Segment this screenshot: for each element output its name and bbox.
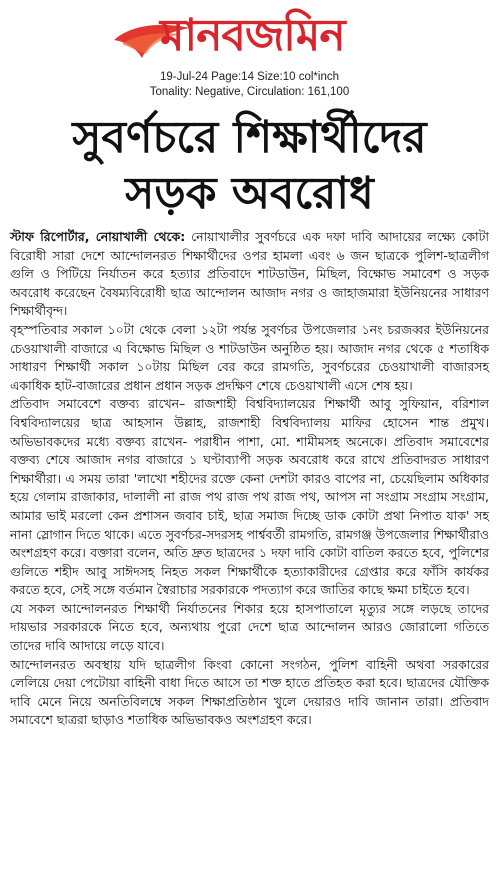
byline: স্টাফ রিপোর্টার, নোয়াখালী থেকে: [10, 229, 186, 244]
paragraph-2: বৃহস্পতিবার সকাল ১০টা থেকে বেলা ১২টা পর্যন্ত সুবর্ণচর উপজেলার ১নং চরজব্বর ইউনিয়নের চেওয়াখালী বাজারে এ বিক্ষোভ মিছিল ও শাটডাউন অনুষ্ঠিত হয়। আজাদ নগর থেকে ৫ শতাধিক সাধারণ শিক্ষার্থী সকাল ১০টায় মিছিল বের করে রামগতি, সুবর্ণচরের চেওয়াখালী বাজারসহ একাধিক হাট-বাজারের প্রধান প্রধান সড়ক প্রদক্ষিণ শেষে চেওয়াখালী এসে শেষ হয়। [10, 321, 489, 393]
clipping-meta [0, 70, 499, 100]
meta-tonality-line: Tonality: Negative, Circulation: 161,100 [149, 86, 350, 98]
paragraph-4: যে সকল আন্দোলনরত শিক্ষার্থী নির্যাতনের শিকার হয়ে হাসপাতালে মৃত্যুর সঙ্গে লড়ছে তাদের দায়ভার সরকারকে নিতে হবে, অন্যথায় পুরো দেশে ছাত্র আন্দোলন আরও জোরালো গতিতে তাদের দাবি আদায়ে লড়ে যাবে। [10, 600, 489, 654]
article-body [10, 228, 489, 730]
meta-date-line: 19-Jul-24 Page:14 Size:10 col*inch [159, 71, 339, 83]
headline-line-2: সড়ক অবরোধ [125, 168, 374, 219]
headline [0, 110, 499, 222]
paragraph-1-text: নোয়াখালীর সুবর্ণচরে এক দফা দাবি আদায়ের লক্ষ্যে কোটা বিরোধী সারা দেশে আন্দোলনরত শিক্ষার্থীদের ওপর হামলা এবং ৬ জন ছাত্রকে পুলিশ-ছাত্রলীগ গুলি ও পিটিয়ে নির্যাতন করে হত্যার প্রতিবাদে শাটডাউন, মিছিল, বিক্ষোভ সমাবেশ ও সড়ক অবরোধ করেছেন বৈষম্যবিরোধী ছাত্র আন্দোলন আজাদ নগর ও জাহাজমারা ইউনিয়নের সাধারণ শিক্ষার্থীবৃন্দ। [10, 229, 489, 319]
paragraph-3: প্রতিবাদ সমাবেশে বক্তব্য রাখেন– রাজশাহী বিশ্ববিদ্যালয়ের শিক্ষার্থী আবু সুফিয়ান, বরিশাল বিশ্ববিদ্যালয়ের ছাত্র আহসান উল্লাহ, রাজশাহী বিশ্ববিদ্যালয় মাফির হোসেন শান্ত প্রমুখ। অভিভাবকদের মধ্যে বক্তব্য রাখেন- পরাধীন পাশা, মো. শামীমসহ অনেকে। প্রতিবাদ সমাবেশের বক্তব্য শেষে আজাদ নগর বাজারে ১ ঘণ্টাব্যাপী সড়ক অবরোধ করে রাখে প্রতিবাদরত সাধারণ শিক্ষার্থীরা। এ সময় তারা 'লাখো শহীদের রক্তে কেনা দেশটা কারও বাপের না, চেয়েছিলাম অধিকার হয়ে গেলাম রাজাকার, দালালী না রাজ পথ রাজ পথ রাজ পথ, আপস না সংগ্রাম সংগ্রাম সংগ্রাম, আমার ভাই মরলো কেন প্রশাসন জবাব চাই, ছাত্র সমাজ দিচ্ছে ডাক কোটা প্রথা নিপাত যাক' সহ নানা স্লোগান দিতে থাকে। এতে সুবর্ণচর-সদরসহ পার্শ্ববর্তী রামগতি, রামগঞ্জ উপজেলার শিক্ষার্থীরাও অংশগ্রহণ করে। বক্তারা বলেন, অতি দ্রুত ছাত্রদের ১ দফা দাবি কোটা বাতিল করতে হবে, পুলিশের গুলিতে শহীদ আবু সাঈদসহ নিহত সকল শিক্ষার্থীকে হত্যাকারীদের গ্রেপ্তার করে ফাঁসি কার্যকর করতে হবে, সেই সঙ্গে বর্তমান স্বৈরাচার সরকারকে পদত্যাগ করে জাতির কাছে ক্ষমা চাইতে হবে। [10, 396, 489, 598]
headline-line-1: সুবর্ণচরে শিক্ষার্থীদের [72, 112, 427, 163]
paragraph-1 [10, 228, 489, 321]
paragraph-5: আন্দোলনরত অবস্থায় যদি ছাত্রলীগ কিংবা কোনো সংগঠন, পুলিশ বাহিনী অথবা সরকারের লেলিয়ে দেয়া পেটোয়া বাহিনী বাধা দিতে আসে তা শক্ত হাতে প্রতিহত করা হবে। ছাত্রদের যৌক্তিক দাবি মেনে নিয়ে অনতিবিলম্বে সকল শিক্ষাপ্রতিষ্ঠান খুলে দেয়ারও দাবি জানান তারা। প্রতিবাদ সমাবেশে ছাত্ররা ছাড়াও শতাধিক অভিভাবকও অংশগ্রহণ করে। [10, 656, 489, 728]
newspaper-logo: মানবজমিন [160, 10, 345, 61]
masthead [0, 0, 499, 70]
